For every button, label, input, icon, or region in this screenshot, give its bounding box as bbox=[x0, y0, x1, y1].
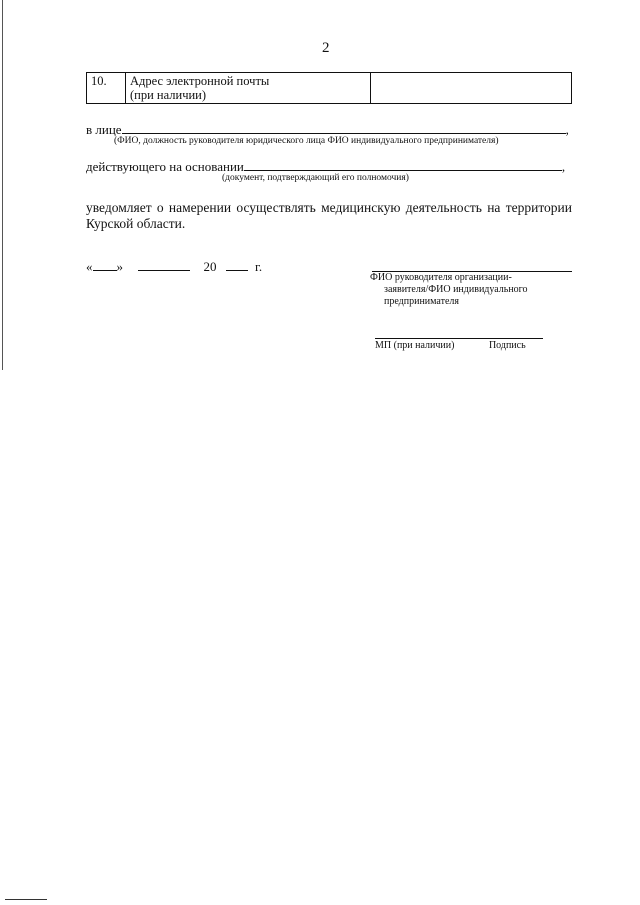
date-month-field[interactable] bbox=[138, 259, 190, 271]
date-day-field[interactable] bbox=[93, 259, 117, 271]
represented-by-hint: (ФИО, должность руководителя юридического лица ФИО индивидуального предпринимателя) bbox=[114, 136, 499, 146]
notice-paragraph: уведомляет о намерении осуществлять медицинскую деятельность на территории Курской области. bbox=[86, 200, 572, 231]
row-label-line2: (при наличии) bbox=[130, 88, 207, 102]
acting-basis-comma: , bbox=[561, 159, 566, 174]
date-year-prefix: 20 bbox=[203, 259, 217, 274]
page-number: 2 bbox=[322, 40, 330, 56]
row-label-line1: Адрес электронной почты bbox=[130, 74, 270, 88]
scan-edge-left bbox=[2, 0, 3, 370]
row-label bbox=[126, 73, 371, 104]
represented-by-label: в лице bbox=[86, 122, 122, 137]
acting-basis-hint: (документ, подтверждающий его полномочия) bbox=[222, 173, 409, 183]
acting-basis-field[interactable] bbox=[244, 158, 562, 171]
name-caption-line3: предпринимателя bbox=[384, 296, 459, 307]
stamp-row bbox=[375, 340, 526, 351]
row-value-cell[interactable] bbox=[371, 73, 572, 104]
date-row bbox=[86, 259, 262, 275]
date-year-suffix: г. bbox=[255, 259, 263, 274]
scan-edge-bottom bbox=[5, 899, 47, 900]
signature-label: Подпись bbox=[488, 340, 526, 351]
stamp-signature-line[interactable] bbox=[375, 338, 543, 339]
represented-by-comma: , bbox=[565, 122, 569, 137]
row-number: 10. bbox=[87, 73, 126, 104]
acting-basis-label: действующего на основании bbox=[86, 159, 244, 174]
name-caption bbox=[370, 272, 570, 308]
date-open-quote: « bbox=[86, 259, 93, 274]
form-table bbox=[86, 72, 572, 104]
name-caption-line1: ФИО руководителя организации- bbox=[370, 272, 512, 283]
table-row bbox=[87, 73, 572, 104]
date-close-quote: » bbox=[116, 259, 123, 274]
date-year-field[interactable] bbox=[226, 259, 248, 271]
name-caption-line2: заявителя/ФИО индивидуального bbox=[384, 284, 528, 295]
represented-by-field[interactable] bbox=[122, 121, 566, 134]
stamp-label: МП (при наличии) bbox=[375, 340, 455, 351]
